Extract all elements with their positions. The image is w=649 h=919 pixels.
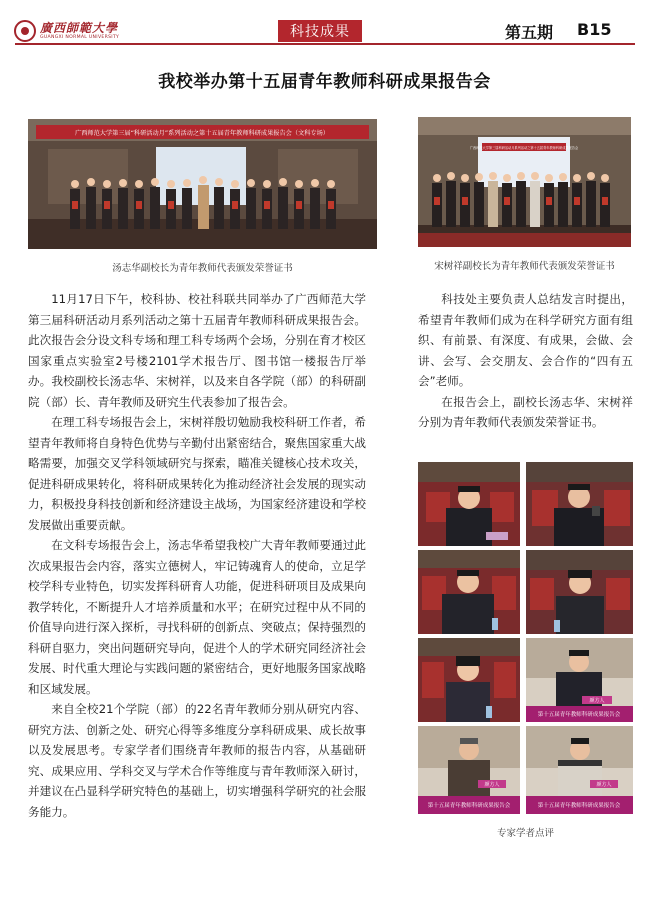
photo-expert-8 <box>526 726 633 814</box>
paragraph-science-session: 在理工科专场报告会上，宋树祥殷切勉励我校科研工作者，希望青年教师将自身特色优势与辛勤付出紧密结合，聚焦国家重大战略需要，加强交叉学科领域研究与探索，瞄准关键核心技术攻关，促进科研成果转化，将科研成果转化为推动经济社会发展的现实动力，积极投身科技创新和经济建设主战场，为国家经济建设和学校发展做出重要贡献。 <box>28 415 366 532</box>
university-logo <box>14 18 134 44</box>
banner-text: 广西师范大学第三届科研活动月系列活动之第十五届青年教师科研成果报告会 <box>469 146 579 150</box>
paragraph-presenters: 来自全校21个学院（部）的22名青年教师分别从研究内容、研究方法、创新之处、研究心得等多维度分享科研成果、成长故事以及发展思考。专家学者们围绕青年教师的报告内容，从基础研究、成果应用、学科交叉与学术合作等维度与青年教师深入研讨，并建议在凸显科学研究特色的基础上，切实增强科学研究的社会服务能力。 <box>28 702 366 819</box>
photo-expert-3 <box>418 550 520 634</box>
header-divider <box>15 43 635 45</box>
caption-photo-2: 宋树祥副校长为青年教师代表颁发荣誉证书 <box>434 261 615 272</box>
podium-banner-text: 第十五届青年教师科研成果报告会 <box>537 712 621 718</box>
article-body-left <box>28 289 366 822</box>
paragraph-intro: 11月17日下午，校科协、校社科联共同举办了广西师范大学第三届科研活动月系列活动之第十五届青年教师科研成果报告会。此次报告会分设文科专场和理工科专场两个会场，分别在育才校区国家重点实验室2号楼2101学术报告厅、图书馆一楼报告厅举办。我校副校长汤志华、宋树祥，以及来自各学院（部）的科研副院（部）长、青年教师及研究生代表参加了报告会。 <box>28 292 366 409</box>
article-body-right <box>418 289 633 433</box>
podium-banner-text: 第十五届青年教师科研成果报告会 <box>427 803 511 809</box>
article-title: 我校举办第十五届青年教师科研成果报告会 <box>158 72 491 92</box>
caption-photo-experts: 专家学者点评 <box>496 828 554 839</box>
nameplate-text: 颜方人 <box>589 698 605 704</box>
photo-expert-5 <box>418 638 520 722</box>
photo-award-ceremony-science <box>418 117 631 247</box>
photo-expert-1 <box>418 462 520 546</box>
paragraph-certificates: 在报告会上，副校长汤志华、宋树祥分别为青年教师代表颁发荣誉证书。 <box>418 394 633 429</box>
banner-text: 广西师范大学第三届“科研活动月”系列活动之第十五届青年教师科研成果报告会（文科专场） <box>75 130 329 137</box>
photo-award-ceremony-liberal-arts <box>28 119 377 249</box>
caption-photo-1: 汤志华副校长为青年教师代表颁发荣誉证书 <box>112 263 293 274</box>
nameplate-text: 颜方人 <box>484 782 500 788</box>
paragraph-liberal-arts-session: 在文科专场报告会上，汤志华希望我校广大青年教师要通过此次成果报告会内容，落实立德树人，牢记铸魂育人的使命，立足学校学科专业特色，切实发挥科研育人功能，促进科研项目及成果向教学转化，不断提升人才培养质量和水平；在研究过程中从不同的价值导向进行深入探析，寻找科研的创新点、突破点；保持强烈的科研自驱力，突出问题研究导向，促进个人的学术研究同经济社会发展、时代重大理论与实践问题的紧密结合，更好地服务国家战略和区域发展。 <box>28 538 366 696</box>
logo-chinese-name: 廣西師範大學 <box>40 20 119 35</box>
photo-expert-4 <box>526 550 633 634</box>
page-number: B15 <box>577 20 612 39</box>
logo-english-name: GUANGXI NORMAL UNIVERSITY <box>40 34 120 40</box>
photo-expert-6 <box>526 638 633 722</box>
university-seal-icon <box>14 20 36 42</box>
section-label: 科技成果 <box>278 20 362 42</box>
paragraph-summary: 科技处主要负责人总结发言时提出，希望青年教师们成为在科学研究方面有组织、有前景、有深度、有成果，会做、会讲、会写、会交朋友、会合作的“四有五会”老师。 <box>418 292 633 388</box>
podium-banner-text: 第十五届青年教师科研成果报告会 <box>537 803 621 809</box>
issue-number: 第五期 <box>505 23 554 42</box>
page-header <box>0 0 649 52</box>
photo-expert-7 <box>418 726 520 814</box>
nameplate-text: 颜方人 <box>596 782 612 788</box>
photo-expert-2 <box>526 462 633 546</box>
